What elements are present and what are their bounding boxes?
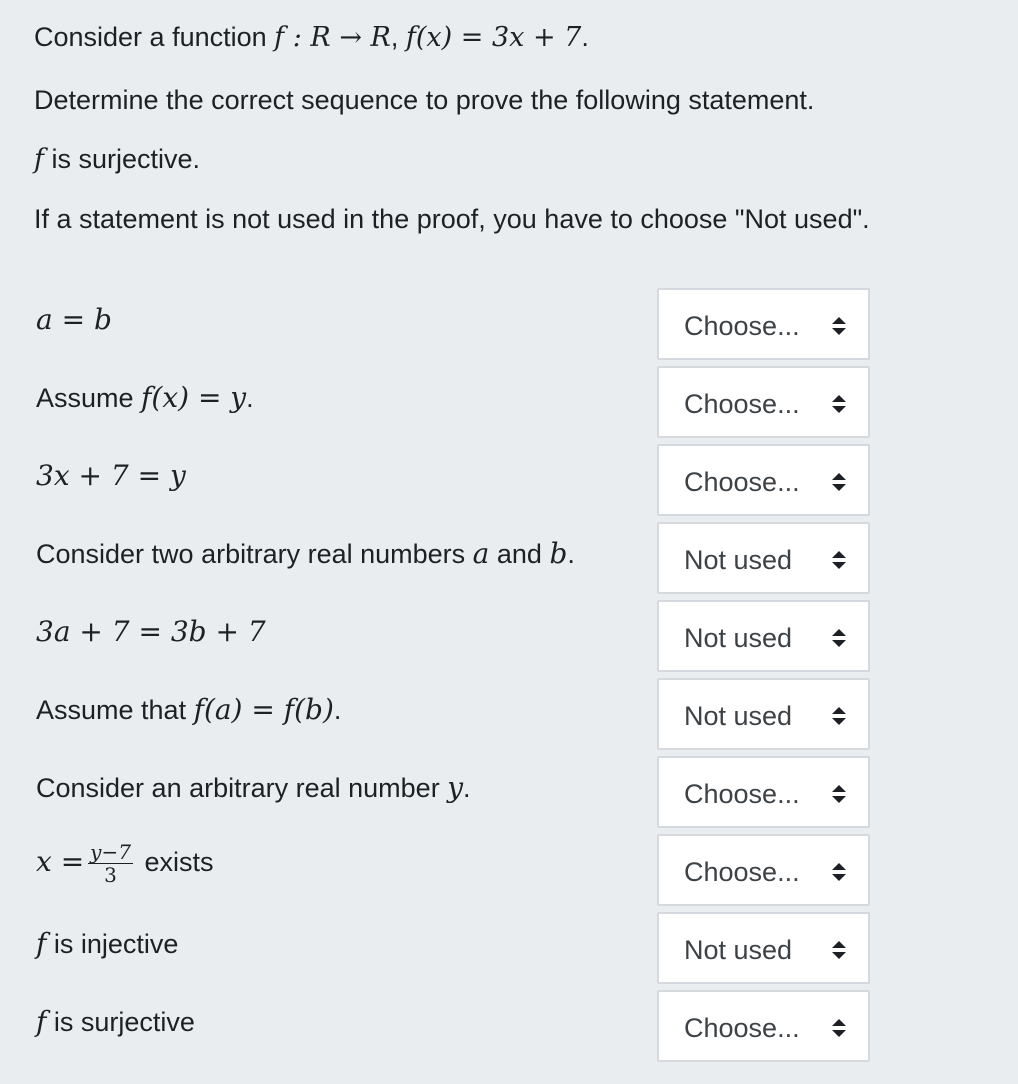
statement-text: Consider two arbitrary real numbers a and b. (36, 537, 575, 570)
order-select[interactable] (657, 522, 870, 594)
proof-row (0, 288, 1018, 360)
up-down-arrows-icon (831, 316, 847, 336)
statement-text: 3x + 7 = y (36, 459, 186, 492)
statement-text: 3a + 7 = 3b + 7 (36, 615, 266, 648)
statement-text: Assume f(x) = y. (36, 381, 254, 414)
statement-text: f is injective (36, 927, 179, 960)
proof-row (0, 834, 1018, 906)
up-down-arrows-icon (831, 784, 847, 804)
order-select[interactable] (657, 600, 870, 672)
proof-row (0, 678, 1018, 750)
math-domain: : R → R (284, 22, 391, 53)
proof-row (0, 912, 1018, 984)
order-select[interactable] (657, 678, 870, 750)
fraction: $\frac{y-7}{3}$ (90, 840, 131, 888)
select-value: Choose... (684, 467, 800, 497)
up-down-arrows-icon (831, 628, 847, 648)
order-select[interactable] (657, 756, 870, 828)
math-f: f (274, 22, 285, 53)
statement-text: f is surjective (36, 1005, 195, 1038)
select-value: Not used (684, 545, 793, 575)
statement-text: Consider an arbitrary real number y. (36, 771, 471, 804)
intro-line-function: Consider a function f : R → R, f(x) = 3x + 7. (34, 22, 589, 53)
select-value: Choose... (684, 857, 800, 887)
order-select[interactable] (657, 834, 870, 906)
intro-line-statement: f is surjective. (34, 144, 201, 175)
up-down-arrows-icon (831, 940, 847, 960)
select-value: Not used (684, 935, 793, 965)
proof-row (0, 522, 1018, 594)
order-select[interactable] (657, 912, 870, 984)
proof-row (0, 990, 1018, 1062)
select-value: Choose... (684, 779, 800, 809)
up-down-arrows-icon (831, 550, 847, 570)
statement-text: x = $\frac{y-7}{3}$ exists (36, 840, 214, 888)
up-down-arrows-icon (831, 706, 847, 726)
select-value: Choose... (684, 389, 800, 419)
select-value: Not used (684, 701, 793, 731)
intro-line-instruction: Determine the correct sequence to prove the following statement. (34, 85, 815, 115)
select-value: Not used (684, 623, 793, 653)
statement-text: a = b (36, 303, 112, 336)
proof-row (0, 444, 1018, 516)
up-down-arrows-icon (831, 1018, 847, 1038)
proof-row (0, 756, 1018, 828)
proof-row (0, 366, 1018, 438)
order-select[interactable] (657, 366, 870, 438)
up-down-arrows-icon (831, 394, 847, 414)
select-value: Choose... (684, 1013, 800, 1043)
up-down-arrows-icon (831, 472, 847, 492)
proof-row (0, 600, 1018, 672)
order-select[interactable] (657, 990, 870, 1062)
statement-text: Assume that f(a) = f(b). (36, 693, 342, 726)
math-definition: f(x) = 3x + 7 (405, 22, 582, 53)
up-down-arrows-icon (831, 862, 847, 882)
order-select[interactable] (657, 444, 870, 516)
order-select[interactable] (657, 288, 870, 360)
intro-line-not-used-note: If a statement is not used in the proof, you have to choose "Not used". (34, 204, 870, 234)
select-value: Choose... (684, 311, 800, 341)
